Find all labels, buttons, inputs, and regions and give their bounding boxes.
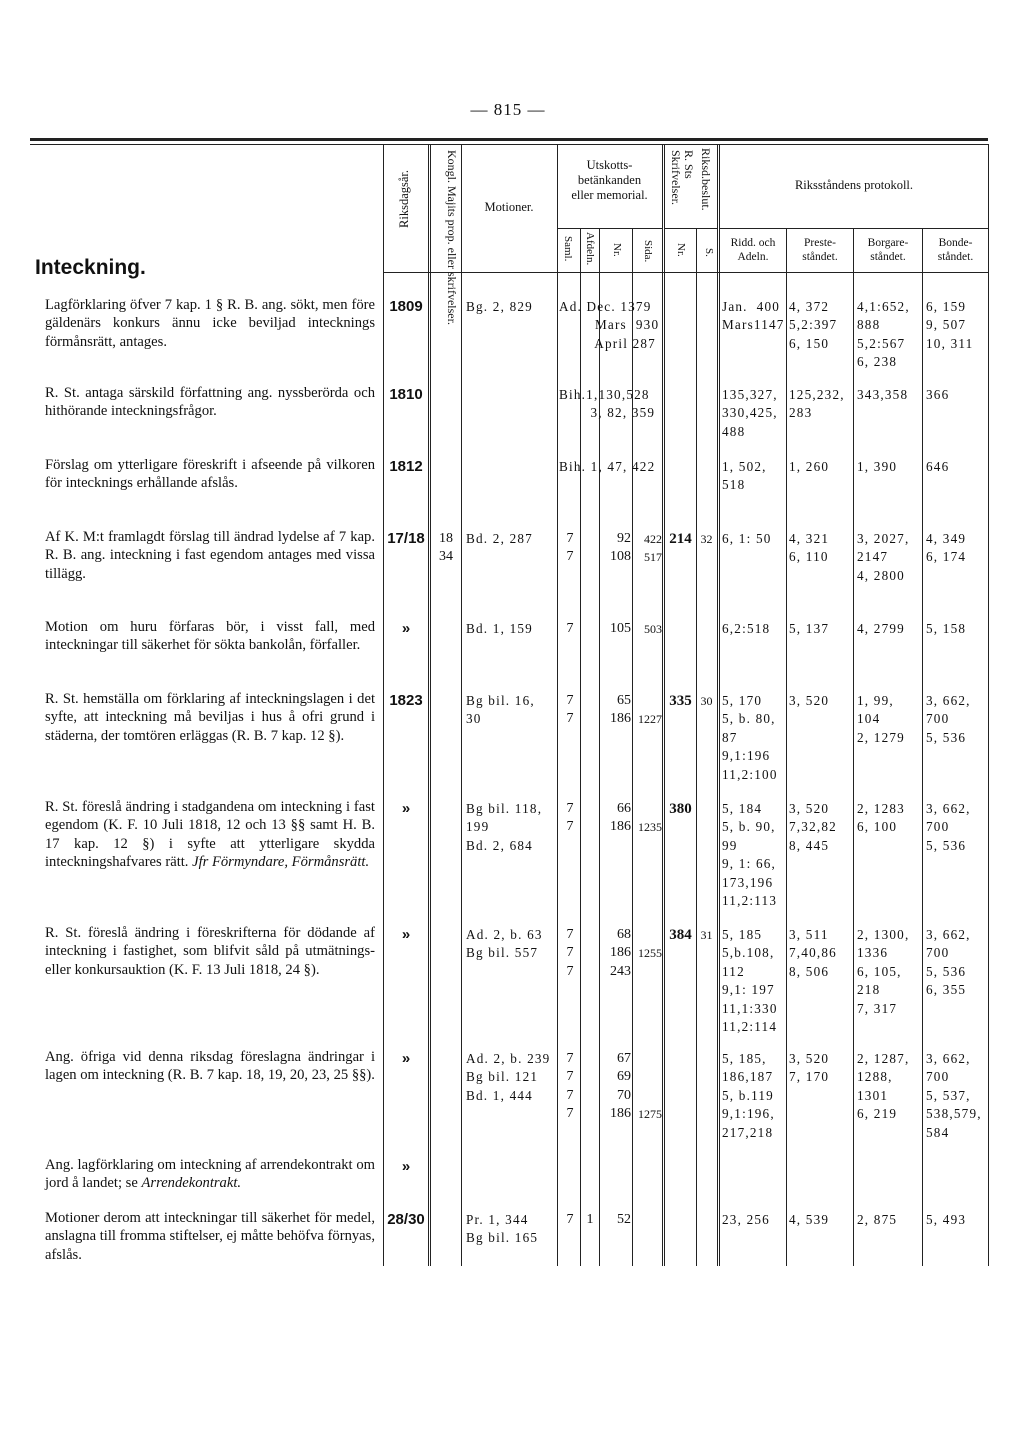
cell-utsk: Bih. 1, 47, 422 bbox=[559, 459, 656, 474]
cell-ridd: 5, 185, 186,187 5, b.119 9,1:196, 217,218 bbox=[722, 1051, 775, 1140]
cell-motioner: Bg bil. 118, 199 Bd. 2, 684 bbox=[466, 801, 543, 853]
cell-saml: 7 7 bbox=[566, 531, 574, 565]
cell-nr: 66 186 bbox=[610, 801, 631, 835]
cross-reference: Arrendekontrakt. bbox=[141, 1175, 242, 1192]
col-line bbox=[696, 228, 697, 1266]
cell-bonde: 366 bbox=[926, 387, 950, 402]
cell-utsk: Bih.1,130,528 3, 82, 359 bbox=[559, 387, 656, 421]
cell-year: 1812 bbox=[389, 458, 423, 475]
header-afdeln: Afdeln. bbox=[584, 232, 596, 266]
cell-saml: 7 7 7 7 bbox=[566, 1051, 574, 1122]
cell-motioner: Bd. 2, 287 bbox=[466, 531, 533, 546]
cell-rsts-s: 30 bbox=[700, 694, 713, 708]
cell-bonde: 6, 159 9, 507 10, 311 bbox=[926, 299, 974, 351]
cell-motioner: Ad. 2, b. 239 Bg bil. 121 Bd. 1, 444 bbox=[466, 1051, 551, 1103]
cell-nr: 92 108 bbox=[610, 531, 631, 565]
cell-saml: 7 7 bbox=[566, 693, 574, 727]
cell-bonde: 3, 662, 700 5, 537, 538,579, 584 bbox=[926, 1051, 982, 1140]
cell-rsts-nr: 380 bbox=[669, 801, 692, 817]
page-number: — 815 — bbox=[470, 100, 546, 119]
cell-borgare: 3, 2027, 2147 4, 2800 bbox=[857, 531, 910, 583]
cell-rsts-s: 31 bbox=[700, 928, 713, 942]
cell-year: 1810 bbox=[389, 386, 423, 403]
cell-utsk: Ad. Dec. 1379 Mars 930 April 287 bbox=[559, 299, 660, 351]
cell-sida: 1235 bbox=[638, 820, 662, 835]
cell-rsts-s: 32 bbox=[700, 532, 713, 546]
cell-nr: 105 bbox=[610, 621, 631, 636]
cell-preste: 5, 137 bbox=[789, 621, 830, 636]
cell-rsts-nr: 384 bbox=[669, 927, 692, 943]
cell-nr: 68 186 243 bbox=[610, 927, 631, 979]
cell-year: » bbox=[401, 926, 411, 943]
cell-ridd: 1, 502, 518 bbox=[722, 459, 767, 493]
col-line bbox=[461, 144, 462, 1266]
cell-bonde: 4, 349 6, 174 bbox=[926, 531, 967, 565]
header-riksdagsar: Riksdagsår. bbox=[397, 170, 411, 228]
cell-rsts-nr: 214 bbox=[669, 531, 692, 547]
cell-preste: 3, 511 7,40,86 8, 506 bbox=[789, 927, 837, 979]
cell-bonde: 5, 158 bbox=[926, 621, 967, 636]
cell-afd: 1 bbox=[586, 1212, 594, 1227]
header-sida: Sida. bbox=[642, 240, 654, 263]
cell-sida: 503 bbox=[644, 622, 662, 636]
cell-ridd: 6, 1: 50 bbox=[722, 531, 772, 546]
row-description: R. St. antaga särskild författning ang. nyssberörda och hithörande inteckningsfrågor. bbox=[45, 385, 375, 420]
cell-preste: 3, 520 7,32,82 8, 445 bbox=[789, 801, 837, 853]
col-line bbox=[383, 144, 384, 1266]
cell-bonde: 3, 662, 700 5, 536 6, 355 bbox=[926, 927, 971, 998]
row-description: R. St. föreslå ändring i föreskrifterna för dödande af inteckning i fastighet, som blifvit såld på utmätnings- eller konkursauktion (K. F. 13 Juli 1818, 24 §). bbox=[45, 925, 375, 978]
row-description: R. St. hemställa om förklaring af inteckningslagen i det syfte, att inteckning må beviljas i hus å ofri grund i städerna, der tomtören erläggas (R. B. 7 kap. 12 §). bbox=[45, 691, 375, 744]
header-riksstandens: Riksståndens protokoll. bbox=[794, 178, 914, 192]
cell-saml: 7 bbox=[566, 621, 574, 636]
table-top-rule-thin bbox=[30, 144, 988, 145]
header-rsts: R. Sts Skrifvelser. bbox=[669, 150, 696, 205]
cell-saml: 7 7 bbox=[566, 801, 574, 835]
cell-year: 1823 bbox=[389, 692, 423, 709]
cell-preste: 4, 372 5,2:397 6, 150 bbox=[789, 299, 838, 351]
cell-ridd: Jan. 400 Mars1147 bbox=[722, 299, 785, 333]
col-line bbox=[580, 228, 581, 1266]
header-kongl: Kongl. Majits prop. eller skrifvelser. bbox=[445, 150, 459, 325]
cell-motioner: Bd. 1, 159 bbox=[466, 621, 533, 636]
col-line bbox=[717, 144, 720, 1266]
cell-year: » bbox=[401, 800, 411, 817]
cell-kongl: 18 34 bbox=[439, 531, 453, 565]
cell-rsts-nr: 335 bbox=[669, 693, 692, 709]
table-top-rule bbox=[30, 138, 988, 141]
cell-borgare: 1, 99, 104 2, 1279 bbox=[857, 693, 905, 745]
cell-year: 17/18 bbox=[387, 530, 425, 547]
cell-motioner: Pr. 1, 344 Bg bil. 165 bbox=[466, 1212, 539, 1246]
cell-borgare: 1, 390 bbox=[857, 459, 898, 474]
col-line bbox=[922, 228, 923, 1266]
cell-preste: 3, 520 7, 170 bbox=[789, 1051, 830, 1085]
cell-ridd: 23, 256 bbox=[722, 1212, 770, 1227]
cell-sida: 1227 bbox=[638, 712, 662, 727]
cell-ridd: 5, 184 5, b. 90, 99 9, 1: 66, 173,196 11,2:113 bbox=[722, 801, 778, 909]
col-line bbox=[428, 144, 431, 1266]
col-line bbox=[557, 144, 558, 1266]
cell-borgare: 2, 1283 6, 100 bbox=[857, 801, 905, 835]
header-rsts-s: S. bbox=[703, 248, 715, 257]
cell-nr: 52 bbox=[617, 1212, 631, 1227]
cross-reference: Jfr Förmyndare, Förmånsrätt. bbox=[192, 854, 370, 871]
col-line bbox=[853, 228, 854, 1266]
col-line bbox=[988, 144, 989, 1266]
cell-ridd: 6,2:518 bbox=[722, 621, 771, 636]
subheader-rule bbox=[557, 228, 662, 229]
cell-nr: 67 69 70 186 bbox=[610, 1051, 631, 1122]
cell-preste: 4, 321 6, 110 bbox=[789, 531, 830, 565]
cell-borgare: 4, 2799 bbox=[857, 621, 905, 636]
cell-nr: 65 186 bbox=[610, 693, 631, 727]
header-nr: Nr. bbox=[611, 243, 623, 257]
cell-preste: 1, 260 bbox=[789, 459, 830, 474]
row-description: R. St. föreslå ändring i stadgandena om inteckning i fast egendom (K. F. 10 Juli 1818, 12 och 13 §§ samt H. B. 17 kap. 12 §) i syfte att ytterligare skydda inteckningshafvares rätt. Jfr Förmyndare, Förmånsrätt. bbox=[45, 799, 375, 871]
row-description: Af K. M:t framlagdt förslag till ändrad lydelse af 7 kap. R. B. ang. inteckning i fast egendom antages med vissa tillägg. bbox=[45, 529, 375, 582]
header-borgare: Borgare- ståndet. bbox=[867, 237, 909, 263]
row-description: Ang. lagförklaring om inteckning af arrendekontrakt om jord å landet; se Arrendekontrakt. bbox=[45, 1157, 375, 1192]
header-samt: Saml. bbox=[562, 236, 574, 262]
subheader-rule-protokoll bbox=[720, 228, 988, 229]
cell-year: » bbox=[401, 1158, 411, 1175]
cell-sida: 422 517 bbox=[644, 532, 662, 565]
cell-ridd: 135,327, 330,425, 488 bbox=[722, 387, 778, 439]
cell-saml: 7 bbox=[566, 1212, 574, 1227]
header-ridd: Ridd. och Adeln. bbox=[730, 237, 776, 263]
row-description: Motioner derom att inteckningar till säkerhet för medel, anslagna till fromma stiftelser, ej måtte behöfva förnyas, afslås. bbox=[45, 1210, 375, 1263]
subheader-rule-rsts bbox=[665, 228, 717, 229]
cell-year: 1809 bbox=[389, 298, 423, 315]
cell-motioner: Ad. 2, b. 63 Bg bil. 557 bbox=[466, 927, 543, 961]
cell-preste: 125,232, 283 bbox=[789, 387, 845, 421]
cell-bonde: 3, 662, 700 5, 536 bbox=[926, 801, 971, 853]
cell-year: » bbox=[401, 1050, 411, 1067]
header-motioner: Motioner. bbox=[484, 200, 534, 214]
row-description: Förslag om ytterligare föreskrift i afseende på vilkoren för intecknings erhållande afslås. bbox=[45, 457, 375, 492]
cell-year: 28/30 bbox=[387, 1211, 425, 1228]
header-utskotts: Utskotts- betänkanden eller memorial. bbox=[571, 158, 648, 202]
cell-sida: 1275 bbox=[638, 1107, 662, 1122]
cell-borgare: 2, 1287, 1288, 1301 6, 219 bbox=[857, 1051, 910, 1122]
cell-motioner: Bg bil. 16, 30 bbox=[466, 693, 535, 727]
section-title: Inteckning. bbox=[35, 256, 146, 279]
cell-bonde: 3, 662, 700 5, 536 bbox=[926, 693, 971, 745]
col-line bbox=[786, 228, 787, 1266]
cell-borgare: 2, 1300, 1336 6, 105, 218 7, 317 bbox=[857, 927, 910, 1016]
cell-preste: 4, 539 bbox=[789, 1212, 830, 1227]
header-bonde: Bonde- ståndet. bbox=[937, 237, 974, 263]
header-preste: Preste- ståndet. bbox=[802, 237, 838, 263]
cell-bonde: 646 bbox=[926, 459, 950, 474]
cell-borgare: 4,1:652, 888 5,2:567 6, 238 bbox=[857, 299, 910, 370]
cell-motioner: Bg. 2, 829 bbox=[466, 299, 533, 314]
cell-saml: 7 7 7 bbox=[566, 927, 574, 979]
header-rsts-nr: Nr. bbox=[675, 243, 687, 257]
cell-borgare: 2, 875 bbox=[857, 1212, 898, 1227]
row-description: Ang. öfriga vid denna riksdag föreslagna ändringar i lagen om inteckning (R. B. 7 kap. 18, 19, 20, 23, 25 §§). bbox=[45, 1049, 375, 1084]
header-riksd-besl: Riksd.beslut. bbox=[699, 148, 713, 211]
cell-bonde: 5, 493 bbox=[926, 1212, 967, 1227]
row-description: Motion om huru förfaras bör, i visst fall, med inteckningar till säkerhet för sökta bankolån, förfaller. bbox=[45, 619, 375, 654]
header-bottom-rule bbox=[383, 272, 988, 273]
row-description: Lagförklaring öfver 7 kap. 1 § R. B. ang. sökt, men före gäldenärs konkurs ännu icke beviljad intecknings förmånsrätt, antages. bbox=[45, 297, 375, 350]
cell-ridd: 5, 185 5,b.108, 112 9,1: 197 11,1:330 11,2:114 bbox=[722, 927, 778, 1035]
cell-preste: 3, 520 bbox=[789, 693, 830, 708]
cell-year: » bbox=[401, 620, 411, 637]
cell-sida: 1255 bbox=[638, 946, 662, 961]
cell-borgare: 343,358 bbox=[857, 387, 909, 402]
cell-ridd: 5, 170 5, b. 80, 87 9,1:196 11,2:100 bbox=[722, 693, 778, 782]
